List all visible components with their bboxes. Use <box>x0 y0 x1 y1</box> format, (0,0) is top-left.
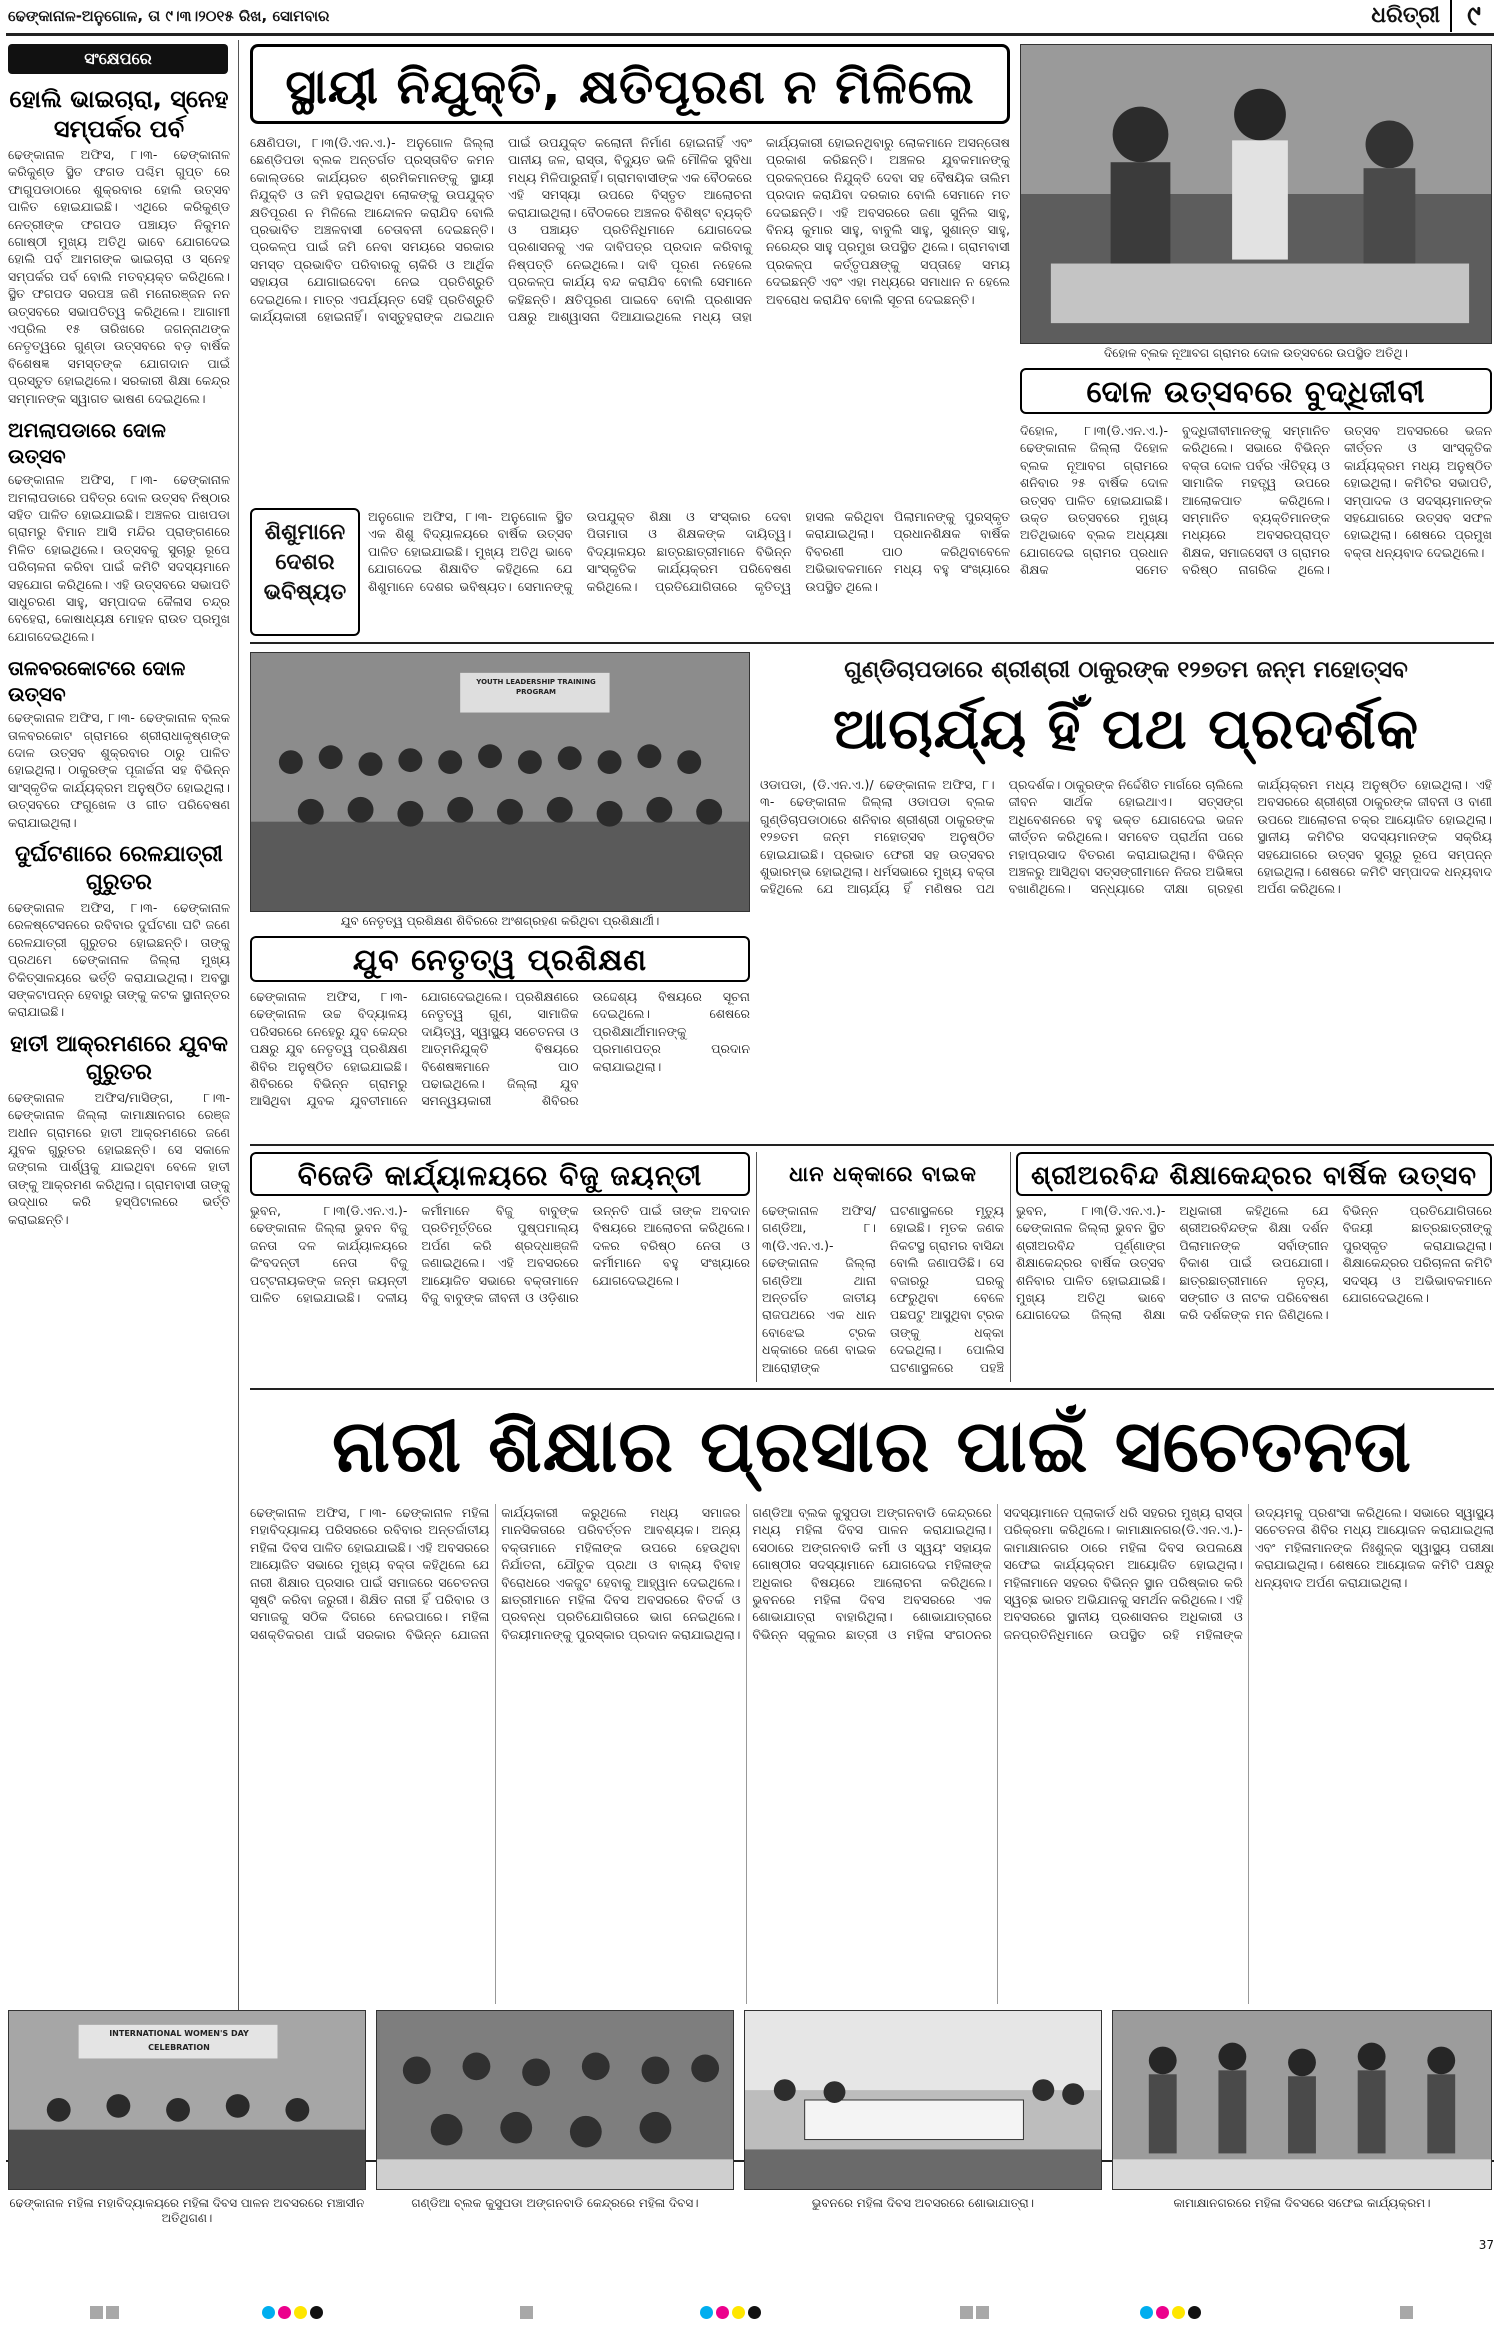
row-rule <box>250 1144 1494 1146</box>
sidebar-story <box>8 1031 230 1228</box>
bottom-photo-4 <box>1112 2010 1492 2190</box>
yellow-dot <box>732 2306 745 2319</box>
women-headline: ନାରୀ ଶିକ୍ଷାର ପ୍ରସାର ପାଇଁ ସଚେତନତା <box>331 1404 1413 1488</box>
guru-kicker: ଗୁଣ୍ଡିଚାପଡାରେ ଶ୍ରୀଶ୍ରୀ ଠାକୁରଙ୍କ ୧୨୭ତମ ଜନ୍ମ ମହୋତ୍ସବ <box>844 657 1408 683</box>
sidebar-headline: ଦୁର୍ଘଟଣାରେ ରେଳଯାତ୍ରୀ ଗୁରୁତର <box>15 842 223 895</box>
bike-body: ଢେଙ୍କାନାଳ ଅଫିସ/ଗଣ୍ଡିଆ, ୮।୩(ଡି.ଏନ.ଏ.)- ଢେଙ୍କାନାଳ ଜିଲ୍ଲା ଗଣ୍ଡିଆ ଥାନା ଅନ୍ତର୍ଗତ ଜାତୀୟ ରାଜପଥରେ ଏକ ଧାନ ବୋଝେଇ ଟ୍ରକ ଧକ୍କାରେ ଜଣେ ବାଇକ ଆରୋହୀଙ୍କ ଘଟଣାସ୍ଥଳରେ ମୃତ୍ୟୁ ହୋଇଛି। ମୃତକ ଜଣକ ନିକଟସ୍ଥ ଗ୍ରାମର ବାସିନ୍ଦା ବୋଲି ଜଣାପଡିଛି। ସେ ବଜାରରୁ ଘରକୁ ଫେରୁଥିବା ବେଳେ ପଛପଟୁ ଆସୁଥିବା ଟ୍ରକ ତାଙ୍କୁ ଧକ୍କା ଦେଇଥିଲା। ପୋଲିସ ଘଟଣାସ୍ଥଳରେ ପହଞ୍ଚି <box>762 1203 1004 1375</box>
youth-body: ଢେଙ୍କାନାଳ ଅଫିସ, ୮।୩- ଢେଙ୍କାନାଳ ଉଚ୍ଚ ବିଦ୍ୟାଳୟ ପରିସରରେ ନେହେରୁ ଯୁବ କେନ୍ଦ୍ର ପକ୍ଷରୁ ଯୁବ ନେତୃତ୍ୱ ପ୍ରଶିକ୍ଷଣ ଶିବିର ଅନୁଷ୍ଠିତ ହୋଇଯାଇଛି। ଶିବିରରେ ବିଭିନ୍ନ ଗ୍ରାମରୁ ଆସିଥିବା ଯୁବକ ଯୁବତୀମାନେ ଯୋଗଦେଇଥିଲେ। ପ୍ରଶିକ୍ଷଣରେ ନେତୃତ୍ୱ ଗୁଣ, ସାମାଜିକ ଦାୟିତ୍ୱ, ସ୍ୱାସ୍ଥ୍ୟ ସଚେତନତା ଓ ଆତ୍ମନିଯୁକ୍ତି ବିଷୟରେ ବିଶେଷଜ୍ଞମାନେ ପାଠ ପଢାଇଥିଲେ। ଜିଲ୍ଲା ଯୁବ ସମନ୍ୱୟକାରୀ ଶିବିରର ଉଦ୍ଦେଶ୍ୟ ବିଷୟରେ ସୂଚନା ଦେଇଥିଲେ। ଶେଷରେ ପ୍ରଶିକ୍ଷାର୍ଥୀମାନଙ୍କୁ ପ୍ରମାଣପତ୍ର ପ୍ରଦାନ କରାଯାଇଥିଲା। <box>250 989 750 1109</box>
page-number: ୯ <box>1450 0 1496 32</box>
dola-headline: ଦୋଳ ଉତ୍ସବରେ ବୁଦ୍ଧିଜୀବୀ <box>1020 368 1492 414</box>
sidebar-headline: ଅମଲାପଡାରେ ଦୋଳ ଉତ୍ସବ <box>8 418 166 469</box>
magenta-dot <box>1156 2306 1169 2319</box>
bike-headline: ଧାନ ଧକ୍କାରେ ବାଇକ <box>789 1162 977 1186</box>
dateline: ଢେଙ୍କାନାଳ-ଅନୁଗୋଳ, ତା ୯।୩।୨୦୧୫ ରିଖ, ସୋମବାର <box>8 7 330 25</box>
newspaper-logo: ଧରିତ୍ରୀ <box>1371 2 1440 28</box>
cyan-dot <box>700 2306 713 2319</box>
grey-square-mark <box>106 2306 119 2319</box>
lead-headline: ସ୍ଥାୟୀ ନିଯୁକ୍ତି, କ୍ଷତିପୂରଣ ନ ମିଳିଲେ <box>250 44 1010 124</box>
sidebar-story <box>8 84 230 407</box>
bottom-caption-1: ଢେଙ୍କାନାଳ ମହିଳା ମହାବିଦ୍ୟାଳୟରେ ମହିଳା ଦିବସ ପାଳନ ଅବସରରେ ମଞ୍ଚାସୀନ ଅତିଥିଗଣ। <box>9 2196 365 2225</box>
grey-square-mark <box>520 2306 533 2319</box>
sidebar-tag: ସଂକ୍ଷେପରେ <box>8 44 228 74</box>
cyan-dot <box>262 2306 275 2319</box>
bottom-caption-4: କାମାକ୍ଷାନଗରରେ ମହିଳା ଦିବସରେ ସଫେଇ କାର୍ଯ୍ୟକ୍ରମ। <box>1173 2196 1431 2210</box>
bottom-photo-3-scene <box>745 2011 1101 2189</box>
grey-square-mark <box>976 2306 989 2319</box>
children-headline-box <box>250 508 360 636</box>
yellow-dot <box>1172 2306 1185 2319</box>
bottom-caption-3: ଭୁବନରେ ମହିଳା ଦିବସ ଅବସରରେ ଶୋଭାଯାତ୍ରା। <box>811 2196 1035 2210</box>
children-body: ଅନୁଗୋଳ ଅଫିସ, ୮।୩- ଅନୁଗୋଳ ସ୍ଥିତ ଏକ ଶିଶୁ ବିଦ୍ୟାଳୟରେ ବାର୍ଷିକ ଉତ୍ସବ ପାଳିତ ହୋଇଯାଇଛି। ମୁଖ୍ୟ ଅତିଥି ଭାବେ ଯୋଗଦେଇ ଶିକ୍ଷାବିତ କହିଥିଲେ ଯେ ଶିଶୁମାନେ ଦେଶର ଭବିଷ୍ୟତ। ସେମାନଙ୍କୁ ଉପଯୁକ୍ତ ଶିକ୍ଷା ଓ ସଂସ୍କାର ଦେବା ପିତାମାତା ଓ ଶିକ୍ଷକଙ୍କ ଦାୟିତ୍ୱ। ବିଦ୍ୟାଳୟର ଛାତ୍ରଛାତ୍ରୀମାନେ ବିଭିନ୍ନ ସାଂସ୍କୃତିକ କାର୍ଯ୍ୟକ୍ରମ ପରିବେଷଣ କରିଥିଲେ। ପ୍ରତିଯୋଗିତାରେ କୃତିତ୍ୱ ହାସଲ କରିଥିବା ପିଲାମାନଙ୍କୁ ପୁରସ୍କୃତ କରାଯାଇଥିଲା। ପ୍ରଧାନଶିକ୍ଷକ ବାର୍ଷିକ ବିବରଣୀ ପାଠ କରିଥିବାବେଳେ ଅଭିଭାବକମାନେ ମଧ୍ୟ ବହୁ ସଂଖ୍ୟାରେ ଉପସ୍ଥିତ ଥିଲେ। <box>368 509 1010 594</box>
top-photo-caption: ଦିହୋଳ ବ୍ଲକ ନୂଆବଗ ଗ୍ରାମର ଦୋଳ ଉତ୍ସବରେ ଉପସ୍ଥିତ ଅତିଥି। <box>1104 346 1408 360</box>
black-dot <box>748 2306 761 2319</box>
bottom-photo-4-scene <box>1113 2011 1491 2189</box>
youth-headline: ଯୁବ ନେତୃତ୍ୱ ପ୍ରଶିକ୍ଷଣ <box>250 936 750 982</box>
sidebar-divider <box>238 40 239 2160</box>
yellow-dot <box>294 2306 307 2319</box>
youth-photo-caption: ଯୁବ ନେତୃତ୍ୱ ପ୍ରଶିକ୍ଷଣ ଶିବିରରେ ଅଂଶଗ୍ରହଣ କରିଥିବା ପ୍ରଶିକ୍ଷାର୍ଥୀ। <box>340 914 660 928</box>
top-photo <box>1020 44 1492 344</box>
grey-square-mark <box>90 2306 103 2319</box>
bottom-photo-3 <box>744 2010 1102 2190</box>
sidebar-body: ଢେଙ୍କାନାଳ ଅଫିସ, ୮।୩- ଢେଙ୍କାନାଳ ରେଳଷ୍ଟେସନରେ ରବିବାର ଦୁର୍ଘଟଣା ଘଟି ଜଣେ ରେଳଯାତ୍ରୀ ଗୁରୁତର ହୋଇଛନ୍ତି। ତାଙ୍କୁ ପ୍ରଥମେ ଢେଙ୍କାନାଳ ଜିଲ୍ଲା ମୁଖ୍ୟ ଚିକିତ୍ସାଳୟରେ ଭର୍ତ୍ତି କରାଯାଇଥିଲା। ଅବସ୍ଥା ସଙ୍କଟାପନ୍ନ ହେବାରୁ ତାଙ୍କୁ କଟକ ସ୍ଥାନାନ୍ତର କରାଯାଇଛି। <box>8 900 230 1020</box>
sidebar-headline: ହୋଲି ଭାଇଚାରା, ସ୍ନେହ ସମ୍ପର୍କର ପର୍ବ <box>9 85 229 143</box>
sidebar-body: ଢେଙ୍କାନାଳ ଅଫିସ, ୮।୩- ଢେଙ୍କାନାଳ କରିକୁଣ୍ଡ ସ୍ଥିତ ଫଗଡ ପଶ୍ଚିମ ଗୁପ୍ତ ରେ ଫାଗୁପଡାଠାରେ ଶୁକ୍ରବାର ହୋଲି ଉତ୍ସବ ପାଳିତ ହୋଇଯାଇଛି। ଏଥିରେ କରିକୁଣ୍ଡ ନେତ୍ରୀଙ୍କ ଫଗପଡ ପଞ୍ଚାୟତ ନିକୁମନ ଗୋଷ୍ଠୀ ମୁଖ୍ୟ ଅତିଥି ଭାବେ ଯୋଗଦେଇ ହୋଲି ପର୍ବ ଆମଗଙ୍କ ଭାଇଚାରା ଓ ସ୍ନେହ ସମ୍ପର୍କର ପର୍ବ ବୋଲି ମତବ୍ୟକ୍ତ କରିଥିଲେ। ସ୍ଥିତ ଫଗପଡ ସରପଞ୍ଚ ଜଣି ମନୋରଞ୍ଜନ ନନ ଉତ୍ସବରେ ସଭାପତିତ୍ୱ କରିଥିଲେ। ଆଗାମୀ ଏପ୍ରିଲ ୧୫ ତାରିଖରେ ଜଗନ୍ନାଥଙ୍କ ନେତୃତ୍ୱରେ ଗୁଣ୍ଡା ଉତ୍ସବରେ ବଡ଼ ବାର୍ଷିକ ବିଶେଷଜ୍ଞ ସମସ୍ତଙ୍କ ଯୋଗଦାନ ପାଇଁ ପ୍ରସ୍ତୁତ ହୋଇଥିଲେ। ସରକାରୀ ଶିକ୍ଷା କେନ୍ଦ୍ର ସମ୍ମାନଙ୍କ ସ୍ୱାଗତ ଭାଷଣ ଦେଇଥିଲେ। <box>8 147 230 406</box>
row-rule <box>250 642 1494 644</box>
page-folio: 37 <box>1478 2238 1494 2252</box>
grey-square-mark <box>960 2306 973 2319</box>
dola-body: ଦିହୋଳ, ୮।୩(ଡି.ଏନ.ଏ.)- ଢେଙ୍କାନାଳ ଜିଲ୍ଲା ଦିହୋଳ ବ୍ଲକ ନୂଆବଗ ଗ୍ରାମରେ ଶନିବାର ୨୫ ବାର୍ଷିକ ଦୋଳ ଉତ୍ସବ ପାଳିତ ହୋଇଯାଇଛି। ଉକ୍ତ ଉତ୍ସବରେ ମୁଖ୍ୟ ଅତିଥିଭାବେ ବ୍ଲକ ଅଧ୍ୟକ୍ଷା ଯୋଗଦେଇ ଗ୍ରାମର ପ୍ରଧାନ ଶିକ୍ଷକ ସମେତ ବୁଦ୍ଧିଜୀବୀମାନଙ୍କୁ ସମ୍ମାନିତ କରିଥିଲେ। ସଭାରେ ବିଭିନ୍ନ ବକ୍ତା ଦୋଳ ପର୍ବର ଐତିହ୍ୟ ଓ ସାମାଜିକ ମହତ୍ତ୍ୱ ଉପରେ ଆଲୋକପାତ କରିଥିଲେ। ସମ୍ମାନିତ ବ୍ୟକ୍ତିମାନଙ୍କ ମଧ୍ୟରେ ଅବସରପ୍ରାପ୍ତ ଶିକ୍ଷକ, ସମାଜସେବୀ ଓ ଗ୍ରାମର ବରିଷ୍ଠ ନାଗରିକ ଥିଲେ। ଉତ୍ସବ ଅବସରରେ ଭଜନ କୀର୍ତ୍ତନ ଓ ସାଂସ୍କୃତିକ କାର୍ଯ୍ୟକ୍ରମ ମଧ୍ୟ ଅନୁଷ୍ଠିତ ହୋଇଥିଲା। କମିଟିର ସଭାପତି, ସମ୍ପାଦକ ଓ ସଦସ୍ୟମାନଙ୍କ ସହଯୋଗରେ ଉତ୍ସବ ସଫଳ ହୋଇଥିଲା। ଶେଷରେ ପ୍ରମୁଖ ବକ୍ତା ଧନ୍ୟବାଦ ଦେଇଥିଲେ। <box>1020 423 1492 578</box>
sidebar <box>8 80 230 2160</box>
sidebar-body: ଢେଙ୍କାନାଳ ଅଫିସ, ୮।୩- ଢେଙ୍କାନାଳ ବ୍ଲକ ତାଳବରକୋଟ ଗ୍ରାମରେ ଶ୍ରୀରାଧାକୃଷ୍ଣଙ୍କ ଦୋଳ ଉତ୍ସବ ଶୁକ୍ରବାର ଠାରୁ ପାଳିତ ହୋଇଥିଲା। ଠାକୁରଙ୍କ ପୂଜାର୍ଚ୍ଚନା ସହ ବିଭିନ୍ନ ସାଂସ୍କୃତିକ କାର୍ଯ୍ୟକ୍ରମ ଅନୁଷ୍ଠିତ ହୋଇଥିଲା। ଉତ୍ସବରେ ଫଗୁଖେଳ ଓ ଗୀତ ପରିବେଷଣ କରାଯାଇଥିଲା। <box>8 710 230 830</box>
sidebar-body: ଢେଙ୍କାନାଳ ଅଫିସ, ୮।୩- ଢେଙ୍କାନାଳ ଅମଲାପଡାରେ ପବିତ୍ର ଦୋଳ ଉତ୍ସବ ନିଷ୍ଠାର ସହିତ ପାଳିତ ହୋଇଯାଇଛି। ଅଞ୍ଚଳର ପାଖପଡା ଗ୍ରାମରୁ ବିମାନ ଆସି ମନ୍ଦିର ପ୍ରାଙ୍ଗଣରେ ମିଳିତ ହୋଇଥିଲେ। ଉତ୍ସବକୁ ସୁଚାରୁ ରୂପେ ପରିଚାଳନା କରିବା ପାଇଁ କମିଟି ସଦସ୍ୟମାନେ ସହଯୋଗ କରିଥିଲେ। ଏହି ଉତ୍ସବରେ ସଭାପତି ସାଧୁଚରଣ ସାହୁ, ସମ୍ପାଦକ କୈଳାସ ଚନ୍ଦ୍ର ବେହେରା, କୋଷାଧ୍ୟକ୍ଷ ମୋହନ ରାଉତ ପ୍ରମୁଖ ଯୋଗଦେଇଥିଲେ। <box>8 472 230 644</box>
cyan-dot <box>1140 2306 1153 2319</box>
story-divider <box>1010 1152 1011 1382</box>
guru-headline: ଆଚାର୍ଯ୍ୟ ହିଁ ପଥ ପ୍ରଦର୍ଶକ <box>832 697 1420 762</box>
bjd-headline: ବିଜେଡି କାର୍ଯ୍ୟାଳୟରେ ବିଜୁ ଜୟନ୍ତୀ <box>250 1152 750 1196</box>
bottom-photo-2 <box>376 2010 734 2190</box>
bottom-photo-1-banner: INTERNATIONAL WOMEN'S DAY CELEBRATION <box>109 2029 249 2052</box>
black-dot <box>1188 2306 1201 2319</box>
magenta-dot <box>716 2306 729 2319</box>
black-dot <box>310 2306 323 2319</box>
women-body: ଢେଙ୍କାନାଳ ଅଫିସ, ୮।୩- ଢେଙ୍କାନାଳ ମହିଳା ମହାବିଦ୍ୟାଳୟ ପରିସରରେ ରବିବାର ଅନ୍ତର୍ଜାତୀୟ ମହିଳା ଦିବସ ପାଳିତ ହୋଇଯାଇଛି। ଏହି ଅବସରରେ ଆୟୋଜିତ ସଭାରେ ମୁଖ୍ୟ ବକ୍ତା କହିଥିଲେ ଯେ ନାରୀ ଶିକ୍ଷାର ପ୍ରସାର ପାଇଁ ସମାଜରେ ସଚେତନତା ସୃଷ୍ଟି କରିବା ଜରୁରୀ। ଶିକ୍ଷିତ ନାରୀ ହିଁ ପରିବାର ଓ ସମାଜକୁ ସଠିକ ଦିଗରେ ନେଇପାରେ। ମହିଳା ସଶକ୍ତିକରଣ ପାଇଁ ସରକାର ବିଭିନ୍ନ ଯୋଜନା କାର୍ଯ୍ୟକାରୀ କରୁଥିଲେ ମଧ୍ୟ ସମାଜର ମାନସିକତାରେ ପରିବର୍ତ୍ତନ ଆବଶ୍ୟକ। ଅନ୍ୟ ବକ୍ତାମାନେ ମହିଳାଙ୍କ ଉପରେ ହେଉଥିବା ନିର୍ଯାତନା, ଯୌତୁକ ପ୍ରଥା ଓ ବାଲ୍ୟ ବିବାହ ବିରୋଧରେ ଏକଜୁଟ ହେବାକୁ ଆହ୍ୱାନ ଦେଇଥିଲେ। ଛାତ୍ରୀମାନେ ମହିଳା ଦିବସ ଅବସରରେ ବିତର୍କ ଓ ପ୍ରବନ୍ଧ ପ୍ରତିଯୋଗିତାରେ ଭାଗ ନେଇଥିଲେ। ବିଜୟୀମାନଙ୍କୁ ପୁରସ୍କାର ପ୍ରଦାନ କରାଯାଇଥିଲା। ଗଣ୍ଡିଆ ବ୍ଲକ କୁସୁପଡା ଅଙ୍ଗନବାଡି କେନ୍ଦ୍ରରେ ମଧ୍ୟ ମହିଳା ଦିବସ ପାଳନ କରାଯାଇଥିଲା। ସେଠାରେ ଅଙ୍ଗନବାଡି କର୍ମୀ ଓ ସ୍ୱୟଂ ସହାୟକ ଗୋଷ୍ଠୀର ସଦସ୍ୟାମାନେ ଯୋଗଦେଇ ମହିଳାଙ୍କ ଅଧିକାର ବିଷୟରେ ଆଲୋଚନା କରିଥିଲେ। ଭୁବନରେ ମହିଳା ଦିବସ ଅବସରରେ ଏକ ଶୋଭାଯାତ୍ରା ବାହାରିଥିଲା। ଶୋଭାଯାତ୍ରାରେ ବିଭିନ୍ନ ସ୍କୁଲର ଛାତ୍ରୀ ଓ ମହିଳା ସଂଗଠନର ସଦସ୍ୟାମାନେ ପ୍ଲାକାର୍ଡ ଧରି ସହରର ମୁଖ୍ୟ ରାସ୍ତା ପରିକ୍ରମା କରିଥିଲେ। କାମାକ୍ଷାନଗର(ଡି.ଏନ.ଏ.)- କାମାକ୍ଷାନଗର ଠାରେ ମହିଳା ଦିବସ ଉପଲକ୍ଷେ ସଫେଇ କାର୍ଯ୍ୟକ୍ରମ ଆୟୋଜିତ ହୋଇଥିଲା। ମହିଳାମାନେ ସହରର ବିଭିନ୍ନ ସ୍ଥାନ ପରିଷ୍କାର କରି ସ୍ୱଚ୍ଛ ଭାରତ ଅଭିଯାନକୁ ସମର୍ଥନ କରିଥିଲେ। ଏହି ଅବସରରେ ସ୍ଥାନୀୟ ପ୍ରଶାସନର ଅଧିକାରୀ ଓ ଜନପ୍ରତିନିଧିମାନେ ଉପସ୍ଥିତ ରହି ମହିଳାଙ୍କ ଉଦ୍ୟମକୁ ପ୍ରଶଂସା କରିଥିଲେ। ସଭାରେ ସ୍ୱାସ୍ଥ୍ୟ ସଚେତନତା ଶିବିର ମଧ୍ୟ ଆୟୋଜନ କରାଯାଇଥିଲା ଏବଂ ମହିଳାମାନଙ୍କ ନିଃଶୁଳ୍କ ସ୍ୱାସ୍ଥ୍ୟ ପରୀକ୍ଷା କରାଯାଇଥିଲା। ଶେଷରେ ଆୟୋଜକ କମିଟି ପକ୍ଷରୁ ଧନ୍ୟବାଦ ଅର୍ପଣ କରାଯାଇଥିଲା। <box>250 1505 1494 1642</box>
aurobindo-body: ଭୁବନ, ୮।୩(ଡି.ଏନ.ଏ.)- ଢେଙ୍କାନାଳ ଜିଲ୍ଲା ଭୁବନ ସ୍ଥିତ ଶ୍ରୀଅରବିନ୍ଦ ପୂର୍ଣ୍ଣାଙ୍ଗ ଶିକ୍ଷାକେନ୍ଦ୍ରର ବାର୍ଷିକ ଉତ୍ସବ ଶନିବାର ପାଳିତ ହୋଇଯାଇଛି। ମୁଖ୍ୟ ଅତିଥି ଭାବେ ଯୋଗଦେଇ ଜିଲ୍ଲା ଶିକ୍ଷା ଅଧିକାରୀ କହିଥିଲେ ଯେ ଶ୍ରୀଅରବିନ୍ଦଙ୍କ ଶିକ୍ଷା ଦର୍ଶନ ପିଲାମାନଙ୍କ ସର୍ବାଙ୍ଗୀନ ବିକାଶ ପାଇଁ ଉପଯୋଗୀ। ଛାତ୍ରଛାତ୍ରୀମାନେ ନୃତ୍ୟ, ସଙ୍ଗୀତ ଓ ନାଟକ ପରିବେଷଣ କରି ଦର୍ଶକଙ୍କ ମନ ଜିଣିଥିଲେ। ବିଭିନ୍ନ ପ୍ରତିଯୋଗିତାରେ ବିଜୟୀ ଛାତ୍ରଛାତ୍ରୀଙ୍କୁ ପୁରସ୍କୃତ କରାଯାଇଥିଲା। ଶିକ୍ଷାକେନ୍ଦ୍ରର ପରିଚାଳନା କମିଟି ସଦସ୍ୟ ଓ ଅଭିଭାବକମାନେ ଯୋଗଦେଇଥିଲେ। <box>1016 1203 1492 1323</box>
bottom-caption-2: ଗଣ୍ଡିଆ ବ୍ଲକ କୁସୁପଡା ଅଙ୍ଗନବାଡି କେନ୍ଦ୍ରରେ ମହିଳା ଦିବସ। <box>411 2196 699 2210</box>
bottom-photo-2-scene <box>377 2011 733 2189</box>
children-headline: ଶିଶୁମାନେ ଦେଶର ଭବିଷ୍ୟତ <box>263 520 347 605</box>
aurobindo-headline: ଶ୍ରୀଅରବିନ୍ଦ ଶିକ୍ଷାକେନ୍ଦ୍ରର ବାର୍ଷିକ ଉତ୍ସବ <box>1016 1152 1492 1196</box>
bjd-body: ଭୁବନ, ୮।୩(ଡି.ଏନ.ଏ.)- ଢେଙ୍କାନାଳ ଜିଲ୍ଲା ଭୁବନ ବିଜୁ ଜନତା ଦଳ କାର୍ଯ୍ୟାଳୟରେ କିଂବଦନ୍ତୀ ନେତା ବିଜୁ ପଟ୍ଟନାୟକଙ୍କ ଜନ୍ମ ଜୟନ୍ତୀ ପାଳିତ ହୋଇଯାଇଛି। ଦଳୀୟ କର୍ମୀମାନେ ବିଜୁ ବାବୁଙ୍କ ପ୍ରତିମୂର୍ତ୍ତିରେ ପୁଷ୍ପମାଲ୍ୟ ଅର୍ପଣ କରି ଶ୍ରଦ୍ଧାଞ୍ଜଳି ଜଣାଇଥିଲେ। ଏହି ଅବସରରେ ଆୟୋଜିତ ସଭାରେ ବକ୍ତାମାନେ ବିଜୁ ବାବୁଙ୍କ ଜୀବନୀ ଓ ଓଡ଼ିଶାର ଉନ୍ନତି ପାଇଁ ତାଙ୍କ ଅବଦାନ ବିଷୟରେ ଆଲୋଚନା କରିଥିଲେ। ଦଳର ବରିଷ୍ଠ ନେତା ଓ କର୍ମୀମାନେ ବହୁ ସଂଖ୍ୟାରେ ଯୋଗଦେଇଥିଲେ। <box>250 1203 750 1306</box>
bottom-photo-1 <box>8 2010 366 2190</box>
youth-photo <box>250 652 750 912</box>
grey-square-mark <box>1400 2306 1413 2319</box>
top-photo-scene <box>1021 45 1491 343</box>
guru-body: ଓଡାପଡା, (ଡି.ଏନ.ଏ.)/ ଢେଙ୍କାନାଳ ଅଫିସ, ୮।୩- ଢେଙ୍କାନାଳ ଜିଲ୍ଲା ଓଡାପଡା ବ୍ଲକ ଗୁଣ୍ଡିଚାପଡାଠାରେ ଶନିବାର ଶ୍ରୀଶ୍ରୀ ଠାକୁରଙ୍କ ୧୨୭ତମ ଜନ୍ମ ମହୋତ୍ସବ ଅନୁଷ୍ଠିତ ହୋଇଯାଇଛି। ପ୍ରଭାତ ଫେରୀ ସହ ଉତ୍ସବର ଶୁଭାରମ୍ଭ ହୋଇଥିଲା। ଧର୍ମସଭାରେ ମୁଖ୍ୟ ବକ୍ତା କହିଥିଲେ ଯେ ଆଚାର୍ଯ୍ୟ ହିଁ ମଣିଷର ପଥ ପ୍ରଦର୍ଶକ। ଠାକୁରଙ୍କ ନିର୍ଦ୍ଦେଶିତ ମାର୍ଗରେ ଚାଲିଲେ ଜୀବନ ସାର୍ଥକ ହୋଇଥାଏ। ସତ୍‌ସଙ୍ଗ ଅଧିବେଶନରେ ବହୁ ଭକ୍ତ ଯୋଗଦେଇ ଭଜନ କୀର୍ତ୍ତନ କରିଥିଲେ। ସମବେତ ପ୍ରାର୍ଥନା ପରେ ମହାପ୍ରସାଦ ବିତରଣ କରାଯାଇଥିଲା। ବିଭିନ୍ନ ଅଞ୍ଚଳରୁ ଆସିଥିବା ସତ୍‌ସଙ୍ଗୀମାନେ ନିଜର ଅଭିଜ୍ଞତା ବଖାଣିଥିଲେ। ସନ୍ଧ୍ୟାରେ ଦୀକ୍ଷା ଗ୍ରହଣ କାର୍ଯ୍ୟକ୍ରମ ମଧ୍ୟ ଅନୁଷ୍ଠିତ ହୋଇଥିଲା। ଏହି ଅବସରରେ ଶ୍ରୀଶ୍ରୀ ଠାକୁରଙ୍କ ଜୀବନୀ ଓ ବାଣୀ ଉପରେ ଆଲୋଚନା ଚକ୍ର ଆୟୋଜିତ ହୋଇଥିଲା। ସ୍ଥାନୀୟ କମିଟିର ସଦସ୍ୟମାନଙ୍କ ସକ୍ରିୟ ସହଯୋଗରେ ଉତ୍ସବ ସୁଚାରୁ ରୂପେ ସମ୍ପନ୍ନ ହୋଇଥିଲା। ଶେଷରେ କମିଟି ସମ୍ପାଦକ ଧନ୍ୟବାଦ ଅର୍ପଣ କରିଥିଲେ। <box>760 777 1492 897</box>
sidebar-story <box>8 655 230 831</box>
sidebar-headline: ତାଳବରକୋଟରେ ଦୋଳ ଉତ୍ସବ <box>8 656 186 707</box>
sidebar-story <box>8 417 230 645</box>
sidebar-body: ଢେଙ୍କାନାଳ ଅଫିସ/ମାସିଙ୍ଗ, ୮।୩- ଢେଙ୍କାନାଳ ଜିଲ୍ଲା କାମାକ୍ଷାନଗର ରେଞ୍ଜ ଅଧୀନ ଗ୍ରାମରେ ହାତୀ ଆକ୍ରମଣରେ ଜଣେ ଯୁବକ ଗୁରୁତର ହୋଇଛନ୍ତି। ସେ ସକାଳେ ଜଙ୍ଗଲ ପାର୍ଶ୍ୱକୁ ଯାଇଥିବା ବେଳେ ହାତୀ ତାଙ୍କୁ ଆକ୍ରମଣ କରିଥିଲା। ଗ୍ରାମବାସୀ ତାଙ୍କୁ ଉଦ୍ଧାର କରି ହସ୍ପିଟାଲରେ ଭର୍ତ୍ତି କରାଇଛନ୍ତି। <box>8 1089 230 1227</box>
youth-photo-banner: YOUTH LEADERSHIP TRAINING PROGRAM <box>476 678 596 696</box>
lead-body: କ୍ଷେଣିପଡା, ୮।୩(ଡି.ଏନ.ଏ.)- ଅନୁଗୋଳ ଜିଲ୍ଲା ଛେଣ୍ଡିପଡା ବ୍ଲକ ଅନ୍ତର୍ଗତ ପ୍ରସ୍ତାବିତ କମନ କୋଲ୍ଡରେ କାର୍ଯ୍ୟରତ ଶ୍ରମିକମାନଙ୍କୁ ସ୍ଥାୟୀ ନିଯୁକ୍ତି ଓ ଜମି ହରାଇଥିବା ଲୋକଙ୍କୁ ଉପଯୁକ୍ତ କ୍ଷତିପୂରଣ ନ ମିଳିଲେ ଆନ୍ଦୋଳନ କରାଯିବ ବୋଲି ପ୍ରଭାବିତ ଅଞ୍ଚଳବାସୀ ଚେତାବନୀ ଦେଇଛନ୍ତି। ପ୍ରକଳ୍ପ ପାଇଁ ଜମି ନେବା ସମୟରେ ସରକାର ସମସ୍ତ ପ୍ରଭାବିତ ପରିବାରକୁ ଚାକିରି ଓ ଆର୍ଥିକ ସହାୟତା ଯୋଗାଇଦେବା ନେଇ ପ୍ରତିଶ୍ରୁତି ଦେଇଥିଲେ। ମାତ୍ର ଏପର୍ଯ୍ୟନ୍ତ ସେହି ପ୍ରତିଶ୍ରୁତି କାର୍ଯ୍ୟକାରୀ ହୋଇନାହିଁ। ବାସ୍ତୁହରାଙ୍କ ଥଇଥାନ ପାଇଁ ଉପଯୁକ୍ତ କଲୋନୀ ନିର୍ମାଣ ହୋଇନାହିଁ ଏବଂ ପାନୀୟ ଜଳ, ରାସ୍ତା, ବିଦ୍ୟୁତ ଭଳି ମୌଳିକ ସୁବିଧା ମଧ୍ୟ ମିଳିପାରୁନାହିଁ। ଗ୍ରାମବାସୀଙ୍କ ଏକ ବୈଠକରେ ଏହି ସମସ୍ୟା ଉପରେ ବିସ୍ତୃତ ଆଲୋଚନା କରାଯାଇଥିଲା। ବୈଠକରେ ଅଞ୍ଚଳର ବିଶିଷ୍ଟ ବ୍ୟକ୍ତି ଓ ପଞ୍ଚାୟତ ପ୍ରତିନିଧିମାନେ ଯୋଗଦେଇ ପ୍ରଶାସନକୁ ଏକ ଦାବିପତ୍ର ପ୍ରଦାନ କରିବାକୁ ନିଷ୍ପତ୍ତି ନେଇଥିଲେ। ଦାବି ପୂରଣ ନହେଲେ ପ୍ରକଳ୍ପ କାର୍ଯ୍ୟ ବନ୍ଦ କରାଯିବ ବୋଲି ସେମାନେ କହିଛନ୍ତି। କ୍ଷତିପୂରଣ ପାଇବେ ବୋଲି ପ୍ରଶାସନ ପକ୍ଷରୁ ଆଶ୍ୱାସନା ଦିଆଯାଇଥିଲେ ମଧ୍ୟ ତାହା କାର୍ଯ୍ୟକାରୀ ହୋଇନଥିବାରୁ ଲୋକମାନେ ଅସନ୍ତୋଷ ପ୍ରକାଶ କରିଛନ୍ତି। ଅଞ୍ଚଳର ଯୁବକମାନଙ୍କୁ ପ୍ରକଳ୍ପରେ ନିଯୁକ୍ତି ଦେବା ସହ ବୈଷୟିକ ତାଲିମ ପ୍ରଦାନ କରାଯିବା ଦରକାର ବୋଲି ସେମାନେ ମତ ଦେଇଛନ୍ତି। ଏହି ଅବସରରେ ଜଣା ସୁନିଲ ସାହୁ, ବିନୟ କୁମାର ସାହୁ, ବାବୁଲି ସାହୁ, ସୁଶାନ୍ତ ସାହୁ, ନରେନ୍ଦ୍ର ସାହୁ ପ୍ରମୁଖ ଉପସ୍ଥିତ ଥିଲେ। ଗ୍ରାମବାସୀ ପ୍ରକଳ୍ପ କର୍ତ୍ତୃପକ୍ଷଙ୍କୁ ସପ୍ତାହେ ସମୟ ଦେଇଛନ୍ତି ଏବଂ ଏହା ମଧ୍ୟରେ ସମାଧାନ ନ ହେଲେ ଅବରୋଧ କରାଯିବ ବୋଲି ସୂଚନା ଦେଇଛନ୍ତି। <box>250 135 1010 325</box>
story-divider <box>756 1152 757 1382</box>
sidebar-headline: ହାତୀ ଆକ୍ରମଣରେ ଯୁବକ ଗୁରୁତର <box>10 1031 228 1085</box>
magenta-dot <box>278 2306 291 2319</box>
sidebar-story <box>8 841 230 1021</box>
row-rule <box>250 1388 1494 1390</box>
masthead-rule <box>6 33 1494 36</box>
